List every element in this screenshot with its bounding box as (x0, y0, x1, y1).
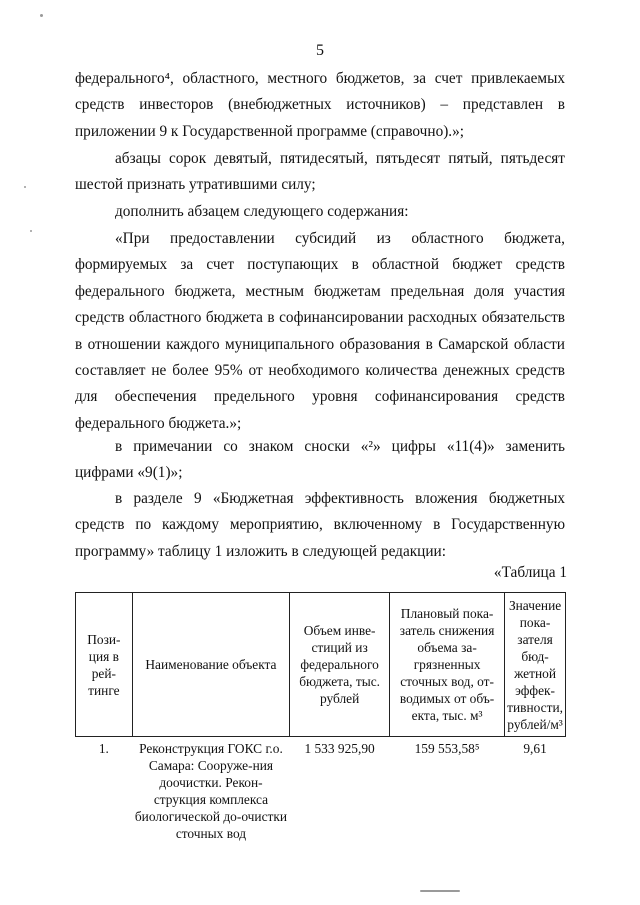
efficiency-table (75, 592, 566, 842)
header-object-name: Наименование объекта (132, 593, 289, 737)
paragraph-budget-sources: федерального⁴, областного, местного бюджетов, за счет привлекаемых средств инвесторов (внебюджетных источников) – представлен в приложении 9 к Государственной программе (справочно).»; (75, 70, 565, 140)
page-number: 5 (316, 42, 324, 59)
paragraph-footnote-change: в примечании со знаком сноски «²» цифры «11(4)» заменить цифрами «9(1)»; (75, 438, 565, 482)
scan-speck (30, 230, 32, 232)
scan-speck (420, 890, 460, 892)
scan-speck (40, 14, 43, 17)
paragraph-abolished-clauses: абзацы сорок девятый, пятидесятый, пятьдесят пятый, пятьдесят шестой признать утратившими силу; (75, 150, 565, 194)
cell-investment: 1 533 925,90 (304, 741, 375, 756)
header-investment: Объем инве-стиций из федерального бюджета, тыс. рублей (290, 593, 390, 737)
table-row (76, 737, 566, 843)
paragraph-section-9: в разделе 9 «Бюджетная эффективность вложения бюджетных средств по каждому мероприятию, включенному в Государственную программу» таблицу 1 изложить в следующей редакции: (75, 490, 565, 560)
scan-speck (24, 186, 26, 188)
cell-object-name: Реконструкция ГОКС г.о. Самара: Сооруже-ния доочистки. Рекон-струкция комплекса биологической до-очистки сточных вод (134, 741, 288, 841)
header-efficiency: Значение пока-зателя бюд-жетной эффек-тивности, рублей/м³ (505, 593, 566, 737)
cell-efficiency: 9,61 (523, 741, 547, 756)
header-position: Пози-ция в рей-тинге (76, 593, 133, 737)
table-header-row (76, 593, 566, 737)
header-reduction: Плановый пока-затель снижения объема за-грязненных сточных вод, от-водимых от объ-екта, тыс. м³ (390, 593, 505, 737)
table-caption: «Таблица 1 (493, 564, 567, 581)
cell-reduction: 159 553,58⁵ (414, 741, 480, 756)
paragraph-add-clause: дополнить абзацем следующего содержания: (115, 203, 409, 220)
cell-position: 1. (98, 741, 109, 756)
paragraph-subsidy-clause: «При предоставлении субсидий из областного бюджета, формируемых за счет поступающих в областной бюджет средств федерального бюджета, местным бюджетам предельная доля участия средств областного бюджета в софинансировании расходных обязательств в отношении каждого муниципального образования в Самарской области составляет не более 95% от необходимого количества денежных средств для обеспечения предельного уровня софинансирования средств федерального бюджета.»; (75, 230, 565, 432)
